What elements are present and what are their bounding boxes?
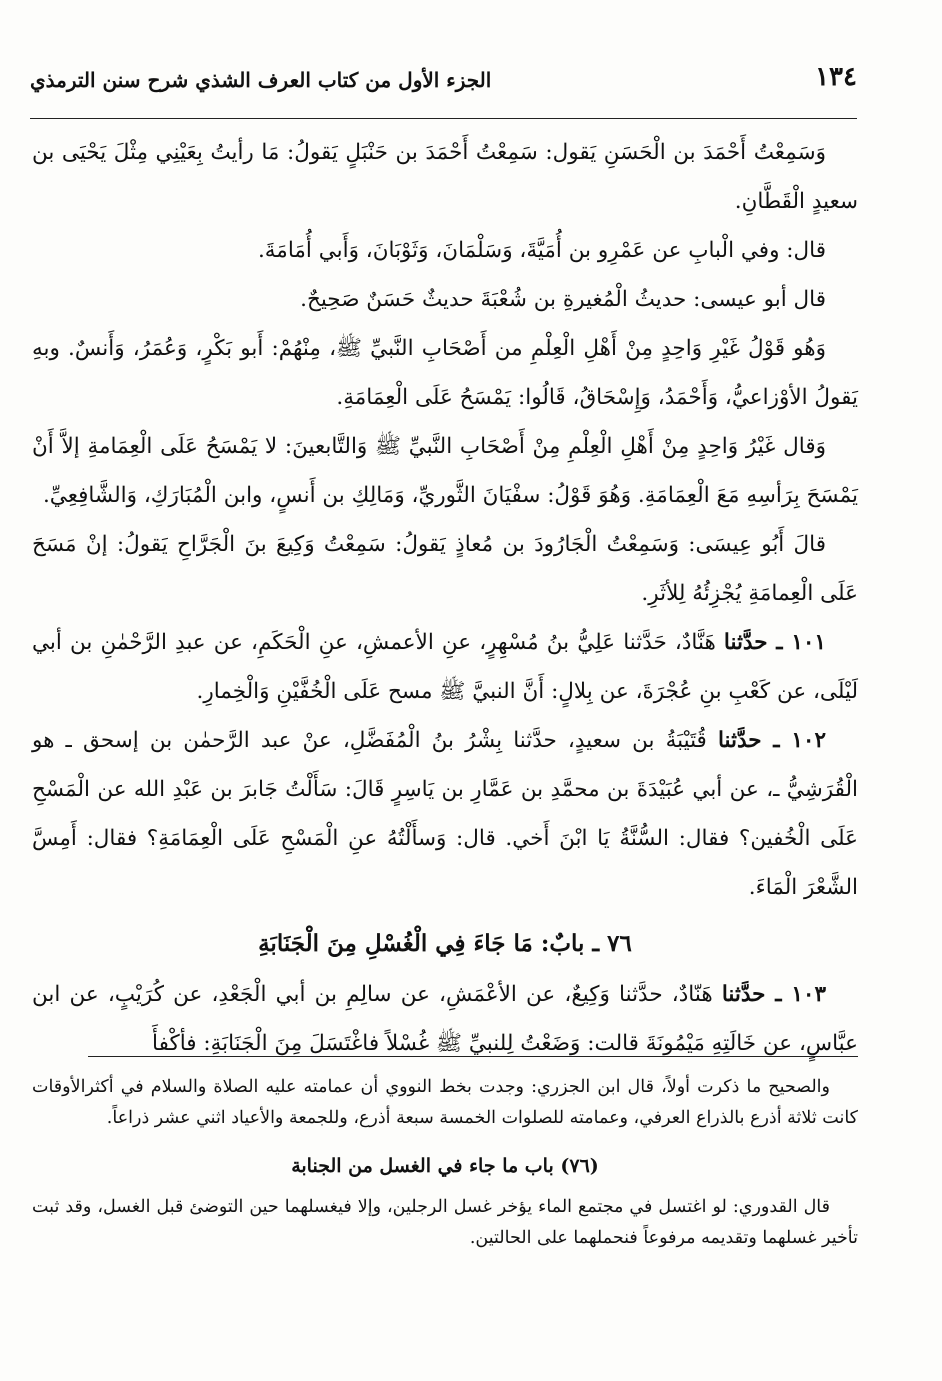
paragraph-5 bbox=[32, 422, 858, 520]
paragraph-6 bbox=[32, 520, 858, 618]
page-number: ١٣٤ bbox=[815, 62, 857, 92]
paragraph-text: وَقال غَيْرُ وَاحِدٍ مِنْ أَهْلِ الْعِلْمِ مِنْ أَصْحَابِ النَّبيِّ ﷺ وَالتَّابعينَ: لا يَمْسَحُ عَلَى الْعِمَامةِ إلاَّ أَنْ يَمْسَحَ بِرَأسِهِ مَعَ الْعِمَامَةِ. وَهُوَ قَوْلُ: سفْيَانَ الثَّوريِّ، وَمَالِكِ بن أَنسٍ، وابن الْمُبَارَكِ، وَالشَّافِعِيِّ. bbox=[32, 434, 858, 508]
footnote-paragraph-1: والصحيح ما ذكرت أولاً، قال ابن الجزري: وجدت بخط النووي أن عمامته عليه الصلاة والسلام في أكثرالأوقات كانت ثلاثة أذرع بالذراع العرفي، وعمامته للصلوات الخمسة سبعة أذرع، وللجمعة والأعياد اثني عشر ذراعاً. bbox=[32, 1077, 858, 1128]
footnote-heading: (٧٦) باب ما جاء في الغسل من الجنابة bbox=[291, 1155, 599, 1177]
chapter-heading: ٧٦ ـ بابٌ: مَا جَاءَ فِي الْغُسْلِ مِنَ الْجَنَابَةِ bbox=[258, 930, 632, 957]
footnote-paragraph-2: قال القدوري: لو اغتسل في مجتمع الماء يؤخر غسل الرجلين، وإلا فيغسلهما حين التوضئ قبل الغسل، وقد ثبت تأخير غسلهما وتقديمه مرفوعاً فنحملهما على الحالتين. bbox=[32, 1197, 858, 1248]
paragraph-3 bbox=[32, 275, 858, 324]
hadith-103 bbox=[32, 970, 858, 1068]
footnotes bbox=[32, 1072, 858, 1254]
hadith-text: هَنَّادٌ، حَدَّثنا عَلِيُّ بنُ مُسْهِرٍ، عنِ الأعمشِ، عنِ الْحَكَمِ، عن عبدِ الرَّحْمٰنِ بن أبي لَيْلَى، عن كَعْبِ بنِ عُجْرَةَ، عن بِلالٍ: أَنَّ النبيَّ ﷺ مسح عَلَى الْخُفَّيْنِ وَالْخِمارِ. bbox=[32, 630, 858, 704]
hadith-102 bbox=[32, 716, 858, 912]
hadith-number: ١٠٢ ـ حدَّثنا bbox=[717, 728, 826, 753]
running-title: الجزء الأول من كتاب العرف الشذي شرح سنن الترمذي bbox=[30, 68, 492, 92]
hadith-text: قُتَيْبَةُ بن سعيدٍ، حدَّثنا بِشْرُ بنُ الْمُفَضَّلِ، عنْ عبد الرَّحمٰن بن إسحق ـ هو الْقُرَشِيُّ ـ، عن أبي عُبَيْدَةَ بن محمَّدِ بن عَمَّارِ بن يَاسِرٍ قَالَ: سَأَلْتُ جَابرَ بن عَبْدِ الله عن الْمَسْحِ عَلَى الْخُفين؟ فقال: السُّنَّةُ يَا ابْنَ أَخي. قال: وَسأَلْتُهُ عنِ الْمَسْحِ عَلَى الْعِمَامَةِ؟ فقال: أَمِسَّ الشَّعْرَ الْمَاءَ. bbox=[32, 728, 858, 900]
page-header bbox=[30, 62, 857, 102]
main-text bbox=[32, 128, 858, 1068]
paragraph-text: قالَ أَبُو عِيسَى: وَسَمِعْتُ الْجَارُودَ بن مُعاذٍ يَقولُ: سَمِعْتُ وَكِيعَ بنَ الْجَرَّاحِ يَقولُ: إنْ مَسَحَ عَلَى الْعِمامَةِ يُجْزِئُهُ لِلأثَرِ. bbox=[32, 532, 858, 606]
hadith-number: ١٠٣ ـ حدَّثنا bbox=[721, 982, 827, 1007]
paragraph-text: قال: وفي الْبابِ عن عَمْرِو بن أُمَيَّةَ، وَسَلْمَانَ، وَثَوْبَانَ، وَأَبي أُمَامَةَ. bbox=[257, 238, 826, 263]
header-rule bbox=[30, 118, 857, 119]
hadith-text: هَنّادٌ، حدَّثنا وَكِيعٌ، عن الأعْمَشِ، عن سالِمِ بن أبي الْجَعْدِ، عن كُرَيْبٍ، عن ابن عبَّاسٍ، عن خَالَتِهِ مَيْمُونَةَ قالت: وَضَعْتُ لِلنبيِّ ﷺ غُسْلاً فاغْتَسَلَ مِنَ الْجَنَابَةِ: فأكْفأَ bbox=[32, 982, 858, 1056]
paragraph-1 bbox=[32, 128, 858, 226]
paragraph-text: وَسَمِعْتُ أَحْمَدَ بن الْحَسَنِ يَقول: سَمِعْتُ أَحْمَدَ بن حَنْبَلٍ يَقولُ: مَا رأيتُ بِعَيْنِي مِثْلَ يَحْيَى بن سعيدٍ الْقَطَّانِ. bbox=[32, 140, 858, 214]
paragraph-text: وَهُو قَوْلُ غَيْرِ وَاحِدٍ مِنْ أَهْلِ الْعِلْمِ من أَصْحَابِ النَّبيِّ ﷺ، مِنْهُمْ: أَبو بَكْرٍ، وَعُمَرُ، وَأَنسٌ. وبهِ يَقولُ الأوْزاعيُّ، وَأَحْمَدُ، وَإِسْحَاقُ، قَالُوا: يَمْسَحُ عَلَى الْعِمَامَةِ. bbox=[32, 336, 858, 410]
paragraph-2 bbox=[32, 226, 858, 275]
paragraph-4 bbox=[32, 324, 858, 422]
footnote-rule bbox=[88, 1056, 858, 1057]
hadith-number: ١٠١ ـ حدَّثنا bbox=[723, 630, 826, 655]
hadith-101 bbox=[32, 618, 858, 716]
paragraph-text: قال أبو عيسى: حديثُ الْمُغيرةِ بن شُعْبَةَ حديثٌ حَسَنٌ صَحِيحٌ. bbox=[300, 287, 826, 312]
